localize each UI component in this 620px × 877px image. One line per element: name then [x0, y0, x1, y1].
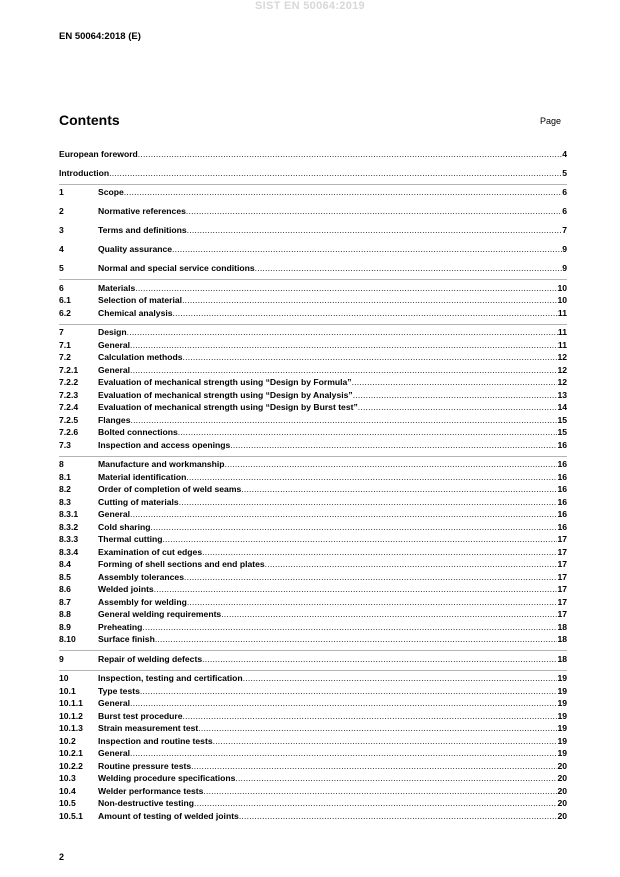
toc-entry-number: 8.3.4: [59, 546, 79, 557]
toc-leader-dots: [265, 559, 558, 569]
toc-entry-title: Evaluation of mechanical strength using “Design by Formula”: [98, 377, 352, 387]
toc-leader-dots: [186, 206, 562, 216]
toc-entry-title: General: [98, 698, 131, 708]
toc-leader-dots: [203, 786, 557, 796]
toc-entry-number: 10.1.3: [59, 723, 83, 733]
toc-entry-title: Design: [98, 327, 127, 337]
toc-entry-title: Assembly for welding: [98, 596, 187, 607]
toc-entry: [59, 223, 567, 236]
toc-leader-dots: [162, 534, 557, 544]
toc-entry-number: 8.6: [59, 584, 71, 594]
toc-entry-title: Calculation methods: [98, 352, 183, 362]
toc-entry-number: 7: [59, 327, 64, 337]
toc-entry-page: 19: [557, 710, 567, 721]
toc-entry: [59, 532, 567, 545]
toc-entry-page: 15: [557, 427, 567, 437]
toc-entry-page: 17: [557, 559, 567, 569]
toc-entry: [59, 607, 567, 620]
toc-entry-page: 18: [557, 634, 567, 644]
toc-entry-page: 15: [557, 414, 567, 425]
toc-entry: [59, 796, 567, 809]
toc-entry-number: 8.3.2: [59, 521, 79, 532]
toc-entry-number: 10.2.2: [59, 760, 83, 771]
toc-entry: [59, 469, 567, 482]
toc-leader-dots: [182, 295, 557, 305]
toc-leader-dots: [353, 390, 558, 400]
toc-entry-number: 6.1: [59, 295, 71, 305]
toc-leader-dots: [187, 597, 558, 607]
toc-entry-number: 3: [59, 225, 64, 235]
page-number: 2: [59, 852, 65, 862]
toc-entry: [59, 544, 567, 557]
toc-entry-number: 8.9: [59, 621, 71, 632]
toc-entry: [59, 437, 567, 450]
toc-entry-page: 17: [557, 584, 567, 594]
toc-entry: [59, 337, 567, 350]
toc-entry-number: 7.3: [59, 439, 71, 450]
toc-leader-dots: [191, 761, 557, 771]
toc-leader-dots: [124, 187, 562, 197]
toc-entry-page: 11: [557, 327, 567, 337]
toc-leader-dots: [187, 225, 563, 235]
toc-leader-dots: [198, 723, 557, 733]
toc-entry-title: Welder performance tests: [98, 785, 204, 796]
toc-entry-title: Inspection, testing and certification: [98, 673, 243, 683]
toc-entry: [59, 400, 567, 413]
toc-entry-page: 10: [557, 295, 567, 305]
toc-entry-title: General: [98, 748, 131, 758]
toc-entry-page: 19: [557, 698, 567, 708]
toc-entry: [59, 425, 567, 438]
toc-entry-title: Manufacture and workmanship: [98, 459, 225, 469]
toc-entry: [59, 305, 567, 318]
toc-entry-page: 19: [557, 673, 567, 683]
toc-entry-page: 9: [562, 263, 567, 273]
toc-entry-page: 16: [557, 459, 567, 469]
toc-entry-number: 8.10: [59, 634, 76, 644]
toc-entry-page: 17: [557, 596, 567, 607]
toc-entry-page: 17: [557, 609, 567, 619]
toc-entry: [59, 242, 567, 255]
toc-entry-number: 8.7: [59, 596, 71, 607]
toc-entry-number: 8: [59, 459, 64, 469]
toc-entry-page: 16: [557, 509, 567, 519]
toc-entry-title: Selection of material: [98, 295, 183, 305]
toc-entry-number: 10.1.1: [59, 698, 83, 708]
toc-leader-dots: [358, 402, 558, 412]
toc-leader-dots: [135, 283, 557, 293]
table-of-contents: [59, 146, 567, 821]
toc-entry-number: 5: [59, 263, 64, 273]
toc-entry: [59, 582, 567, 595]
toc-entry-page: 19: [557, 735, 567, 746]
toc-leader-dots: [130, 698, 557, 708]
toc-entry-page: 6: [562, 206, 567, 216]
toc-entry-title: Quality assurance: [98, 244, 173, 254]
toc-entry: [59, 279, 567, 293]
toc-entry-number: 8.3: [59, 496, 71, 507]
toc-leader-dots: [138, 149, 562, 159]
toc-entry-number: 4: [59, 244, 64, 254]
toc-entry-number: 8.2: [59, 484, 71, 494]
toc-entry-title: General: [98, 339, 131, 350]
toc-entry-page: 16: [557, 471, 567, 482]
page-column-label: Page: [540, 116, 562, 126]
toc-leader-dots: [183, 352, 558, 362]
toc-entry-page: 5: [562, 167, 567, 178]
toc-entry-number: 10.2.1: [59, 748, 83, 758]
toc-entry-title: Evaluation of mechanical strength using “Design by Analysis”: [98, 389, 353, 400]
toc-entry-title: Normative references: [98, 206, 186, 216]
toc-entry-page: 16: [557, 484, 567, 494]
toc-entry-title: Burst test procedure: [98, 710, 183, 721]
toc-entry: [59, 507, 567, 520]
toc-entry-number: 10.1.2: [59, 710, 83, 721]
toc-leader-dots: [184, 572, 557, 582]
toc-entry-title: Bolted connections: [98, 427, 178, 437]
toc-entry-number: 10.1: [59, 685, 76, 696]
toc-leader-dots: [179, 497, 558, 507]
toc-entry: [59, 204, 567, 217]
toc-entry: [59, 721, 567, 734]
toc-entry-number: 7.2.3: [59, 389, 79, 400]
toc-leader-dots: [225, 459, 558, 469]
toc-leader-dots: [130, 509, 557, 519]
toc-entry-page: 16: [557, 439, 567, 450]
toc-leader-dots: [151, 522, 558, 532]
toc-entry: [59, 261, 567, 274]
toc-entry-title: Terms and definitions: [98, 225, 187, 235]
toc-entry-page: 12: [557, 352, 567, 362]
toc-entry-page: 14: [557, 402, 567, 412]
toc-entry-title: Type tests: [98, 685, 140, 696]
toc-entry: [59, 632, 567, 645]
toc-entry: [59, 758, 567, 771]
toc-entry: [59, 293, 567, 306]
toc-entry-number: 7.2.6: [59, 427, 79, 437]
toc-entry: [59, 184, 567, 198]
toc-entry-page: 16: [557, 521, 567, 532]
toc-entry-page: 13: [557, 389, 567, 400]
toc-entry-number: 10.4: [59, 785, 76, 796]
toc-entry: [59, 783, 567, 796]
toc-leader-dots: [130, 365, 557, 375]
toc-entry-title: Introduction: [59, 167, 110, 178]
toc-leader-dots: [178, 427, 558, 437]
toc-entry-title: Surface finish: [98, 634, 155, 644]
toc-entry-number: 6.2: [59, 307, 71, 318]
toc-entry-title: Normal and special service conditions: [98, 263, 255, 273]
toc-entry-number: 8.3.3: [59, 534, 79, 544]
toc-entry-number: 8.1: [59, 471, 71, 482]
toc-leader-dots: [255, 263, 563, 273]
page-title: Contents: [59, 112, 120, 128]
toc-leader-dots: [155, 634, 558, 644]
watermark: SIST EN 50064:2019: [255, 0, 365, 12]
toc-entry-page: 20: [557, 798, 567, 808]
toc-entry-title: Chemical analysis: [98, 307, 173, 318]
toc-entry-page: 19: [557, 748, 567, 758]
toc-entry-title: Welded joints: [98, 584, 154, 594]
toc-entry-page: 9: [562, 244, 567, 254]
toc-entry-number: 8.4: [59, 559, 71, 569]
toc-entry-title: Forming of shell sections and end plates: [98, 559, 265, 569]
toc-entry: [59, 387, 567, 400]
toc-entry: [59, 412, 567, 425]
toc-entry-title: Inspection and access openings: [98, 439, 231, 450]
toc-entry: [59, 519, 567, 532]
toc-leader-dots: [172, 244, 562, 254]
toc-entry: [59, 746, 567, 759]
toc-entry-title: Examination of cut edges: [98, 546, 203, 557]
toc-leader-dots: [221, 609, 557, 619]
toc-entry: [59, 362, 567, 375]
toc-entry-page: 12: [557, 377, 567, 387]
toc-entry-number: 10.5.1: [59, 810, 83, 821]
toc-entry-number: 1: [59, 187, 64, 197]
toc-entry: [59, 456, 567, 470]
toc-leader-dots: [230, 440, 557, 450]
toc-entry-title: Preheating: [98, 621, 143, 632]
toc-entry-page: 18: [557, 653, 567, 664]
toc-leader-dots: [183, 711, 558, 721]
toc-entry-title: Order of completion of weld seams: [98, 484, 242, 494]
document-id: EN 50064:2018 (E): [59, 31, 141, 42]
toc-entry: [59, 375, 567, 388]
toc-entry-title: Material identification: [98, 471, 187, 482]
toc-entry: [59, 146, 567, 159]
toc-entry-page: 4: [562, 148, 567, 159]
toc-entry-number: 8.3.1: [59, 509, 79, 519]
toc-entry-title: European foreword: [59, 148, 138, 159]
toc-leader-dots: [352, 377, 558, 387]
toc-entry-title: Cutting of materials: [98, 496, 179, 507]
toc-entry-page: 16: [557, 496, 567, 507]
toc-entry-title: Welding procedure specifications: [98, 773, 236, 783]
toc-entry: [59, 569, 567, 582]
toc-entry-title: General welding requirements: [98, 609, 222, 619]
toc-entry-number: 7.1: [59, 339, 71, 350]
toc-leader-dots: [173, 308, 558, 318]
toc-entry-page: 19: [557, 685, 567, 696]
toc-entry-title: Strain measurement test: [98, 723, 199, 733]
toc-entry-title: Assembly tolerances: [98, 571, 184, 582]
toc-entry-page: 20: [557, 810, 567, 821]
toc-leader-dots: [213, 736, 558, 746]
toc-entry: [59, 696, 567, 709]
toc-entry-page: 18: [557, 621, 567, 632]
toc-entry: [59, 650, 567, 664]
toc-entry-page: 20: [557, 773, 567, 783]
toc-entry-page: 10: [557, 282, 567, 293]
toc-entry-title: Flanges: [98, 414, 131, 425]
toc-entry-title: General: [98, 364, 131, 375]
toc-leader-dots: [235, 773, 557, 783]
toc-entry: [59, 557, 567, 570]
toc-entry-page: 17: [557, 534, 567, 544]
toc-entry: [59, 683, 567, 696]
toc-entry-number: 7.2.2: [59, 377, 79, 387]
toc-entry-number: 10.2: [59, 735, 76, 746]
toc-entry-page: 7: [562, 225, 567, 235]
toc-entry: [59, 165, 567, 178]
toc-entry: [59, 708, 567, 721]
toc-leader-dots: [154, 584, 558, 594]
toc-entry-number: 6: [59, 282, 64, 293]
toc-entry-number: 7.2.5: [59, 414, 79, 425]
toc-entry-title: Routine pressure tests: [98, 760, 192, 771]
toc-entry-title: Repair of welding defects: [98, 653, 203, 664]
toc-entry-title: Scope: [98, 187, 124, 197]
toc-leader-dots: [127, 327, 558, 337]
toc-entry-title: Amount of testing of welded joints: [98, 810, 239, 821]
toc-entry-number: 8.8: [59, 609, 71, 619]
toc-entry-number: 9: [59, 653, 64, 664]
toc-leader-dots: [130, 748, 557, 758]
toc-leader-dots: [140, 686, 558, 696]
toc-entry-title: Cold sharing: [98, 521, 151, 532]
toc-entry-number: 7.2: [59, 352, 71, 362]
toc-entry-page: 20: [557, 760, 567, 771]
toc-entry: [59, 350, 567, 363]
toc-entry: [59, 494, 567, 507]
toc-leader-dots: [202, 547, 557, 557]
toc-leader-dots: [239, 811, 558, 821]
toc-entry-number: 10.3: [59, 773, 76, 783]
toc-leader-dots: [109, 168, 562, 178]
toc-entry-number: 8.5: [59, 571, 71, 582]
toc-entry-number: 10: [59, 673, 69, 683]
toc-entry-number: 2: [59, 206, 64, 216]
toc-entry: [59, 482, 567, 495]
toc-entry-number: 7.2.1: [59, 364, 79, 375]
toc-entry-title: Thermal cutting: [98, 534, 163, 544]
toc-entry: [59, 670, 567, 684]
toc-entry-title: Evaluation of mechanical strength using “Design by Burst test”: [98, 402, 358, 412]
toc-entry: [59, 771, 567, 784]
toc-leader-dots: [202, 654, 557, 664]
toc-leader-dots: [142, 622, 557, 632]
toc-entry-page: 11: [557, 307, 567, 318]
toc-leader-dots: [243, 673, 558, 683]
toc-leader-dots: [130, 415, 557, 425]
toc-entry-title: Materials: [98, 282, 136, 293]
toc-entry-page: 19: [557, 723, 567, 733]
toc-entry-page: 17: [557, 546, 567, 557]
toc-entry-number: 10.5: [59, 798, 76, 808]
toc-leader-dots: [241, 484, 557, 494]
toc-entry-page: 11: [557, 339, 567, 350]
toc-entry-title: Non-destructive testing: [98, 798, 194, 808]
toc-entry-number: 7.2.4: [59, 402, 79, 412]
toc-entry-title: Inspection and routine tests: [98, 735, 213, 746]
toc-leader-dots: [130, 340, 558, 350]
toc-entry: [59, 733, 567, 746]
toc-entry: [59, 594, 567, 607]
toc-entry-title: General: [98, 509, 131, 519]
toc-entry-page: 20: [557, 785, 567, 796]
toc-entry-page: 17: [557, 571, 567, 582]
toc-leader-dots: [186, 472, 557, 482]
toc-entry: [59, 808, 567, 821]
toc-entry: [59, 619, 567, 632]
toc-leader-dots: [194, 798, 557, 808]
toc-entry: [59, 324, 567, 338]
toc-entry-page: 12: [557, 364, 567, 375]
toc-entry-page: 6: [562, 187, 567, 197]
